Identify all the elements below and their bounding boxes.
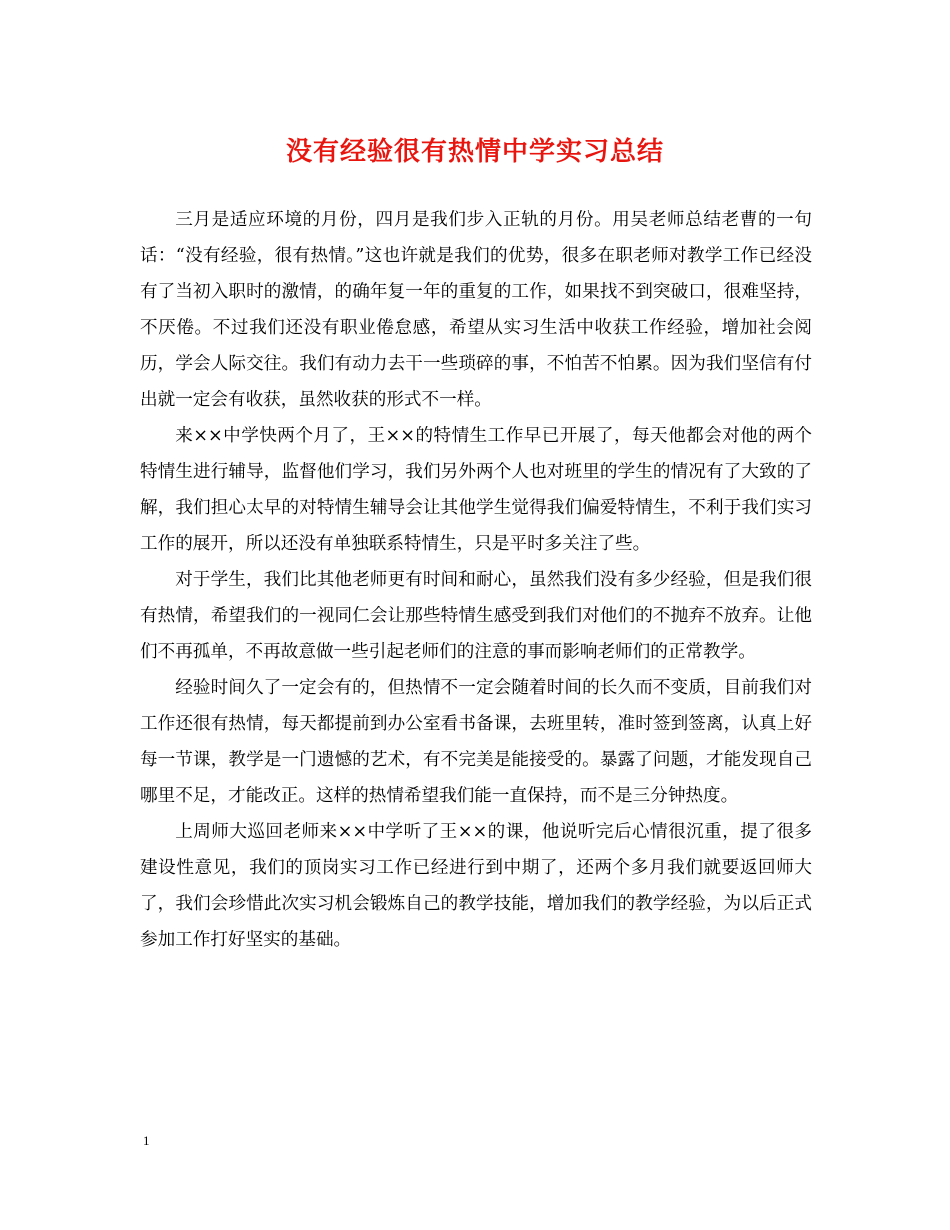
paragraph-1: 三月是适应环境的月份，四月是我们步入正轨的月份。用吴老师总结老曹的一句话：“没有经验，很有热情。”这也许就是我们的优势，很多在职老师对教学工作已经没有了当初入职时的激情，的确年复一年的重复的工作，如果找不到突破口，很难坚持，不厌倦。不过我们还没有职业倦怠感，希望从实习生活中收获工作经验，增加社会阅历，学会人际交往。我们有动力去干一些琐碎的事，不怕苦不怕累。因为我们坚信有付出就一定会有收获，虽然收获的形式不一样。	[140, 210, 812, 410]
page-number: 1	[143, 1133, 150, 1148]
paragraph-2: 来××中学快两个月了，王××的特情生工作早已开展了，每天他都会对他的两个特情生进行辅导，监督他们学习，我们另外两个人也对班里的学生的情况有了大致的了解，我们担心太早的对特情生辅导会让其他学生觉得我们偏爱特情生，不利于我们实习工作的展开，所以还没有单独联系特情生，只是平时多关注了些。	[140, 426, 812, 554]
paragraph-5: 上周师大巡回老师来××中学听了王××的课，他说听完后心情很沉重，提了很多建设性意见，我们的顶岗实习工作已经进行到中期了，还两个多月我们就要返回师大了，我们会珍惜此次实习机会锻炼自己的教学技能，增加我们的教学经验，为以后正式参加工作打好坚实的基础。	[140, 822, 812, 950]
paragraph-4: 经验时间久了一定会有的，但热情不一定会随着时间的长久而不变质，目前我们对工作还很有热情，每天都提前到办公室看书备课，去班里转，准时签到签离，认真上好每一节课，教学是一门遗憾的艺术，有不完美是能接受的。暴露了问题，才能发现自己哪里不足，才能改正。这样的热情希望我们能一直保持，而不是三分钟热度。	[140, 678, 812, 806]
document-title: 没有经验很有热情中学实习总结	[285, 137, 664, 167]
paragraph-3: 对于学生，我们比其他老师更有时间和耐心，虽然我们没有多少经验，但是我们很有热情，希望我们的一视同仁会让那些特情生感受到我们对他们的不抛弃不放弃。让他们不再孤单，不再故意做一些引起老师们的注意的事而影响老师们的正常教学。	[140, 570, 812, 662]
document-body	[140, 202, 812, 958]
